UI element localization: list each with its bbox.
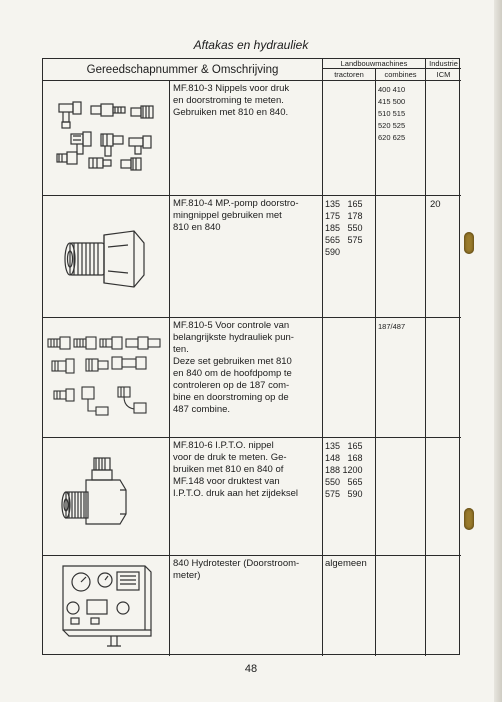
row-4-combines xyxy=(376,438,426,556)
row-5-combines xyxy=(376,556,426,656)
hydrotester-illustration xyxy=(43,556,170,656)
row-3-industrie xyxy=(426,318,461,438)
row-4-description: MF.810-6 I.P.T.O. nippel voor de druk te meten. Ge- bruiken met 810 en 840 of MF.148 voor druktest van I.P.T.O. druk aan het zijdeksel xyxy=(170,438,323,556)
pump-nipple-illustration xyxy=(43,196,170,318)
row-1-industrie xyxy=(426,81,461,196)
ipto-nipple-illustration xyxy=(43,438,170,556)
header-combines: combines xyxy=(376,69,426,81)
row-3-description: MF.810-5 Voor controle van belangrijkste hydrauliek pun- ten. Deze set gebruiken met 810 en 840 om de hoofdpomp te controleren op de 187 com- bine en doorstroming op de 487 combine. xyxy=(170,318,323,438)
header-main: Gereedschapnummer & Omschrijving xyxy=(43,59,323,81)
row-4-tractoren: 135 165 148 168 188 1200 550 565 575 590 xyxy=(323,438,376,556)
row-1-tractoren xyxy=(323,81,376,196)
row-2-tractoren: 135 165 175 178 185 550 565 575 590 xyxy=(323,196,376,318)
row-5-tractoren: algemeen xyxy=(323,556,376,656)
header-industrie: Industrie xyxy=(426,59,461,69)
row-2-industrie: 20 xyxy=(426,196,461,318)
row-2-combines xyxy=(376,196,426,318)
tool-table xyxy=(42,58,460,655)
page-number: 48 xyxy=(244,663,258,675)
header-landbouwmachines: Landbouwmachines xyxy=(323,59,426,69)
row-3-combines: 187/487 xyxy=(376,318,426,438)
row-2-description: MF.810-4 MP.-pomp doorstro- mingnippel gebruiken met 810 en 840 xyxy=(170,196,323,318)
binder-hole-bottom xyxy=(464,508,474,530)
row-3-tractoren xyxy=(323,318,376,438)
header-icm: ICM xyxy=(426,69,461,81)
row-1-combines: 400 410 415 500 510 515 520 525 620 625 xyxy=(376,81,426,196)
hydraulic-fittings-set-illustration xyxy=(43,318,170,438)
header-tractoren: tractoren xyxy=(323,69,376,81)
row-5-industrie xyxy=(426,556,461,656)
row-5-description: 840 Hydrotester (Doorstroom- meter) xyxy=(170,556,323,656)
binder-hole-top xyxy=(464,232,474,254)
page-edge xyxy=(494,0,502,702)
row-4-industrie xyxy=(426,438,461,556)
row-1-description: MF.810-3 Nippels voor druk en doorstroming te meten. Gebruiken met 810 en 840. xyxy=(170,81,323,196)
nipples-set-illustration xyxy=(43,81,170,196)
page-title: Aftakas en hydrauliek xyxy=(193,38,309,52)
